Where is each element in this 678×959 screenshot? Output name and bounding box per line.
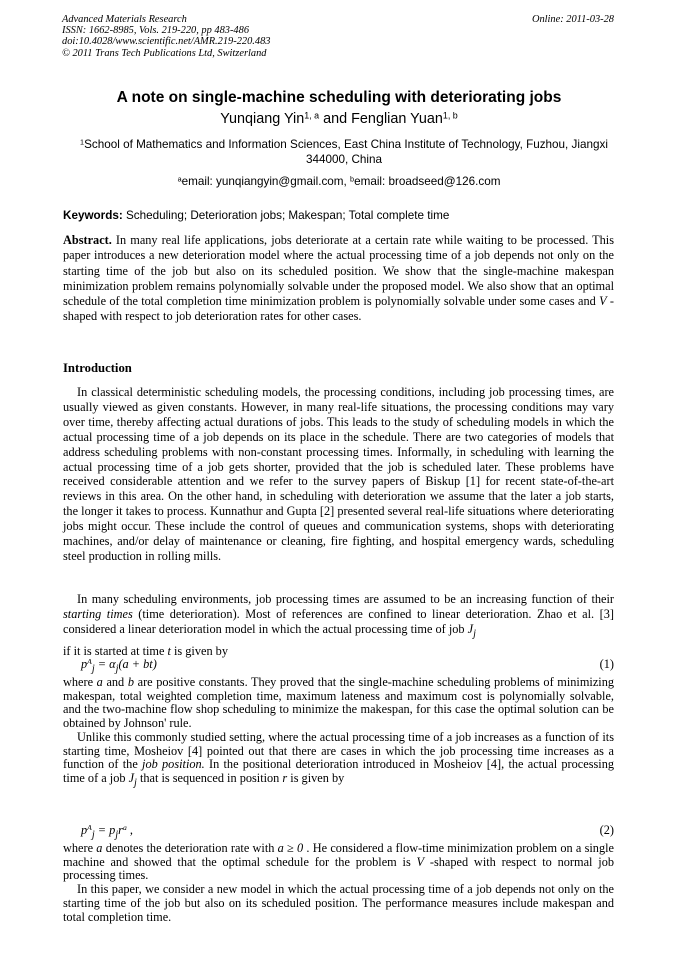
p3-a: where	[63, 675, 97, 689]
eq1-sub: j	[91, 663, 95, 675]
p5-d: -shaped with respect to normal job processing times.	[63, 854, 614, 883]
p4-jj-sub: j	[134, 777, 137, 789]
affiliation-text: School of Mathematics and Information Sciences, East China Institute of Technology, Fuzhou, Jiangxi 344000, China	[84, 138, 608, 166]
intro-p4	[63, 731, 614, 790]
p2-jj: J	[467, 621, 474, 636]
p4-c: that is sequenced in position	[136, 770, 283, 785]
eq1-number: (1)	[599, 657, 614, 671]
p4-b: In the positional deterioration introduced in Mosheiov [4], the actual processing time of a job	[63, 757, 614, 785]
eq2-formula	[81, 823, 133, 840]
p3-av: a	[96, 675, 103, 689]
journal-copyright: © 2011 Trans Tech Publications Ltd, Switzerland	[62, 47, 267, 59]
email-a: email: yunqiangyin@gmail.com,	[181, 175, 351, 188]
email-line	[0, 175, 678, 188]
p5-cond: a ≥ 0	[277, 841, 304, 855]
eq2-rhs: = p	[94, 823, 116, 837]
p2-em: starting times	[63, 606, 133, 621]
online-date: Online: 2011-03-28	[531, 14, 614, 25]
p2-c: if it is started at time	[63, 644, 168, 659]
introduction-heading: Introduction	[63, 361, 132, 375]
affiliation	[64, 137, 624, 167]
p4-d: is given by	[287, 770, 345, 785]
abstract	[63, 233, 614, 325]
abstract-v: V	[599, 294, 607, 309]
intro-p3	[63, 676, 614, 731]
intro-p2	[63, 592, 614, 642]
p2-d: is given by	[170, 644, 228, 659]
keywords-text: Scheduling; Deterioration jobs; Makespan; Total complete time	[122, 209, 450, 222]
intro-p6: In this paper, we consider a new model in which the actual processing time of a job depends not only on the starting time of the job but also on its scheduled position. The performance measures include makespan and total completion time.	[63, 882, 614, 924]
intro-paragraph-2	[63, 592, 614, 659]
eq2-sup: A	[87, 823, 92, 833]
intro-p1: In classical deterministic scheduling models, the processing conditions, including job processing times, are usually viewed as given constants. However, in many real-life situations, the processing conditions may vary over time, thereby affecting actual durations of jobs. This leads to the study of scheduling models in which the actual processing time of a job depends on its place in the schedule. There are two categories of models that address scheduling problems with non-constant processing times. Informally, in scheduling with learning the actual processing time of a job gets shorter, provided that the job is scheduled later. These problems have received considerable attention and we refer to the survey papers of Biskup [1] for recent state-of-the-art reviews in this area. On the other hand, in scheduling with deterioration we assume that the later a job starts, the longer it takes to process. Kunnathur and Gupta [2] presented several real-life situations where deteriorating jobs might occur. These include the control of queues and communication systems, shops with deteriorating machines, and/or delay of maintenance or cleaning, fire fighting, and hospital emergency wards, scheduling steel production in rolling mills.	[63, 385, 614, 563]
email-b: email: broadseed@126.com	[354, 175, 501, 188]
p2-b: (time deterioration). Most of references are confined to linear deterioration. Zhao et al. [3] considered a linear deterioration model in which the actual processing time of job	[63, 606, 614, 636]
keywords-label: Keywords:	[63, 209, 123, 222]
eq1-p: p	[81, 657, 88, 671]
p3-bv: b	[127, 675, 134, 689]
abstract-text-2: -shaped with respect to job deterioration rates for other cases.	[63, 294, 615, 324]
email-b-sup: b	[350, 174, 355, 184]
affiliation-sup: 1	[80, 137, 85, 147]
keywords	[63, 209, 623, 222]
eq1-sup: A	[87, 657, 92, 667]
eq2-p: p	[81, 823, 88, 837]
eq1-rhs: = α	[94, 657, 116, 671]
journal-issn: ISSN: 1662-8985, Vols. 219-220, pp 483-486	[62, 25, 250, 37]
abstract-text-1: In many real life applications, jobs deteriorate at a certain rate while waiting to be processed. This paper introduces a new deterioration model where the actual processing time of a job depends not only on the starting time of the job but also on its scheduled position. We show that the single-machine makespan minimization problem remains polynomially solvable under the proposed model. We also show that an optimal schedule of the total completion time minimization problem is polynomially solvable under some cases and	[63, 233, 614, 309]
intro-paragraph-5	[63, 842, 614, 924]
abstract-label: Abstract.	[63, 233, 112, 247]
p4-em: job position.	[142, 757, 205, 772]
eq2-comma: ,	[126, 823, 133, 837]
author-1: Yunqiang Yin	[220, 111, 305, 127]
p5-v: V	[416, 854, 425, 869]
p4-r: r	[282, 770, 288, 785]
eq2-rhs-sub: j	[115, 829, 119, 841]
eq2-rhs2: r	[118, 823, 123, 837]
author-and: and	[319, 111, 352, 127]
author-line	[0, 111, 678, 127]
intro-paragraph-1	[63, 385, 614, 564]
paper-title: A note on single-machine scheduling with deteriorating jobs	[116, 89, 562, 106]
journal-name: Advanced Materials Research	[62, 14, 187, 25]
p2-jj-sub: j	[473, 628, 476, 640]
p5-c: . He considered a flow-time minimization problem on a single machine and showed that the optimal schedule for the problem is	[63, 841, 614, 869]
p5-b: denotes the deterioration rate with	[102, 841, 278, 855]
journal-header	[62, 14, 614, 59]
eq2-rhs-sup: a	[122, 823, 127, 833]
eq1-rhs2: (a + bt)	[118, 657, 157, 671]
p2-a: In many scheduling environments, job processing times are assumed to be an increasing function of their	[77, 592, 614, 606]
p5-a: where	[63, 841, 97, 855]
author-2: Fenglian Yuan	[351, 111, 443, 127]
author-2-sup: 1, b	[442, 110, 458, 121]
eq1-rhs-sub: j	[115, 663, 119, 675]
journal-doi: doi:10.4028/www.scientific.net/AMR.219-220.483	[62, 36, 271, 48]
eq1-formula	[81, 657, 157, 674]
p3-c: are positive constants. They proved that the single-machine scheduling problems of minimizing makespan, total weighted completion time, maximum lateness and maximum cost is polynomially solvable, and the two-machine flow shop scheduling to minimize the makespan, for this case the optimal solution can be obtained by Johnson' rule.	[63, 675, 614, 731]
intro-paragraph-3	[63, 676, 614, 790]
intro-p5	[63, 842, 614, 883]
email-a-sup: a	[177, 174, 182, 184]
p4-a: Unlike this commonly studied setting, where the actual processing time of a job increases as a function of its starting time, Mosheiov [4] pointed out that there are cases in which the job processing time increases as a function of the	[63, 729, 614, 772]
eq2-number: (2)	[599, 823, 614, 837]
eq2-sub: j	[91, 829, 95, 841]
author-1-sup: 1, a	[304, 110, 320, 121]
p4-jj: J	[128, 770, 135, 785]
p3-b: and	[102, 675, 128, 689]
p2-t: t	[167, 644, 171, 659]
p5-av: a	[96, 841, 103, 855]
